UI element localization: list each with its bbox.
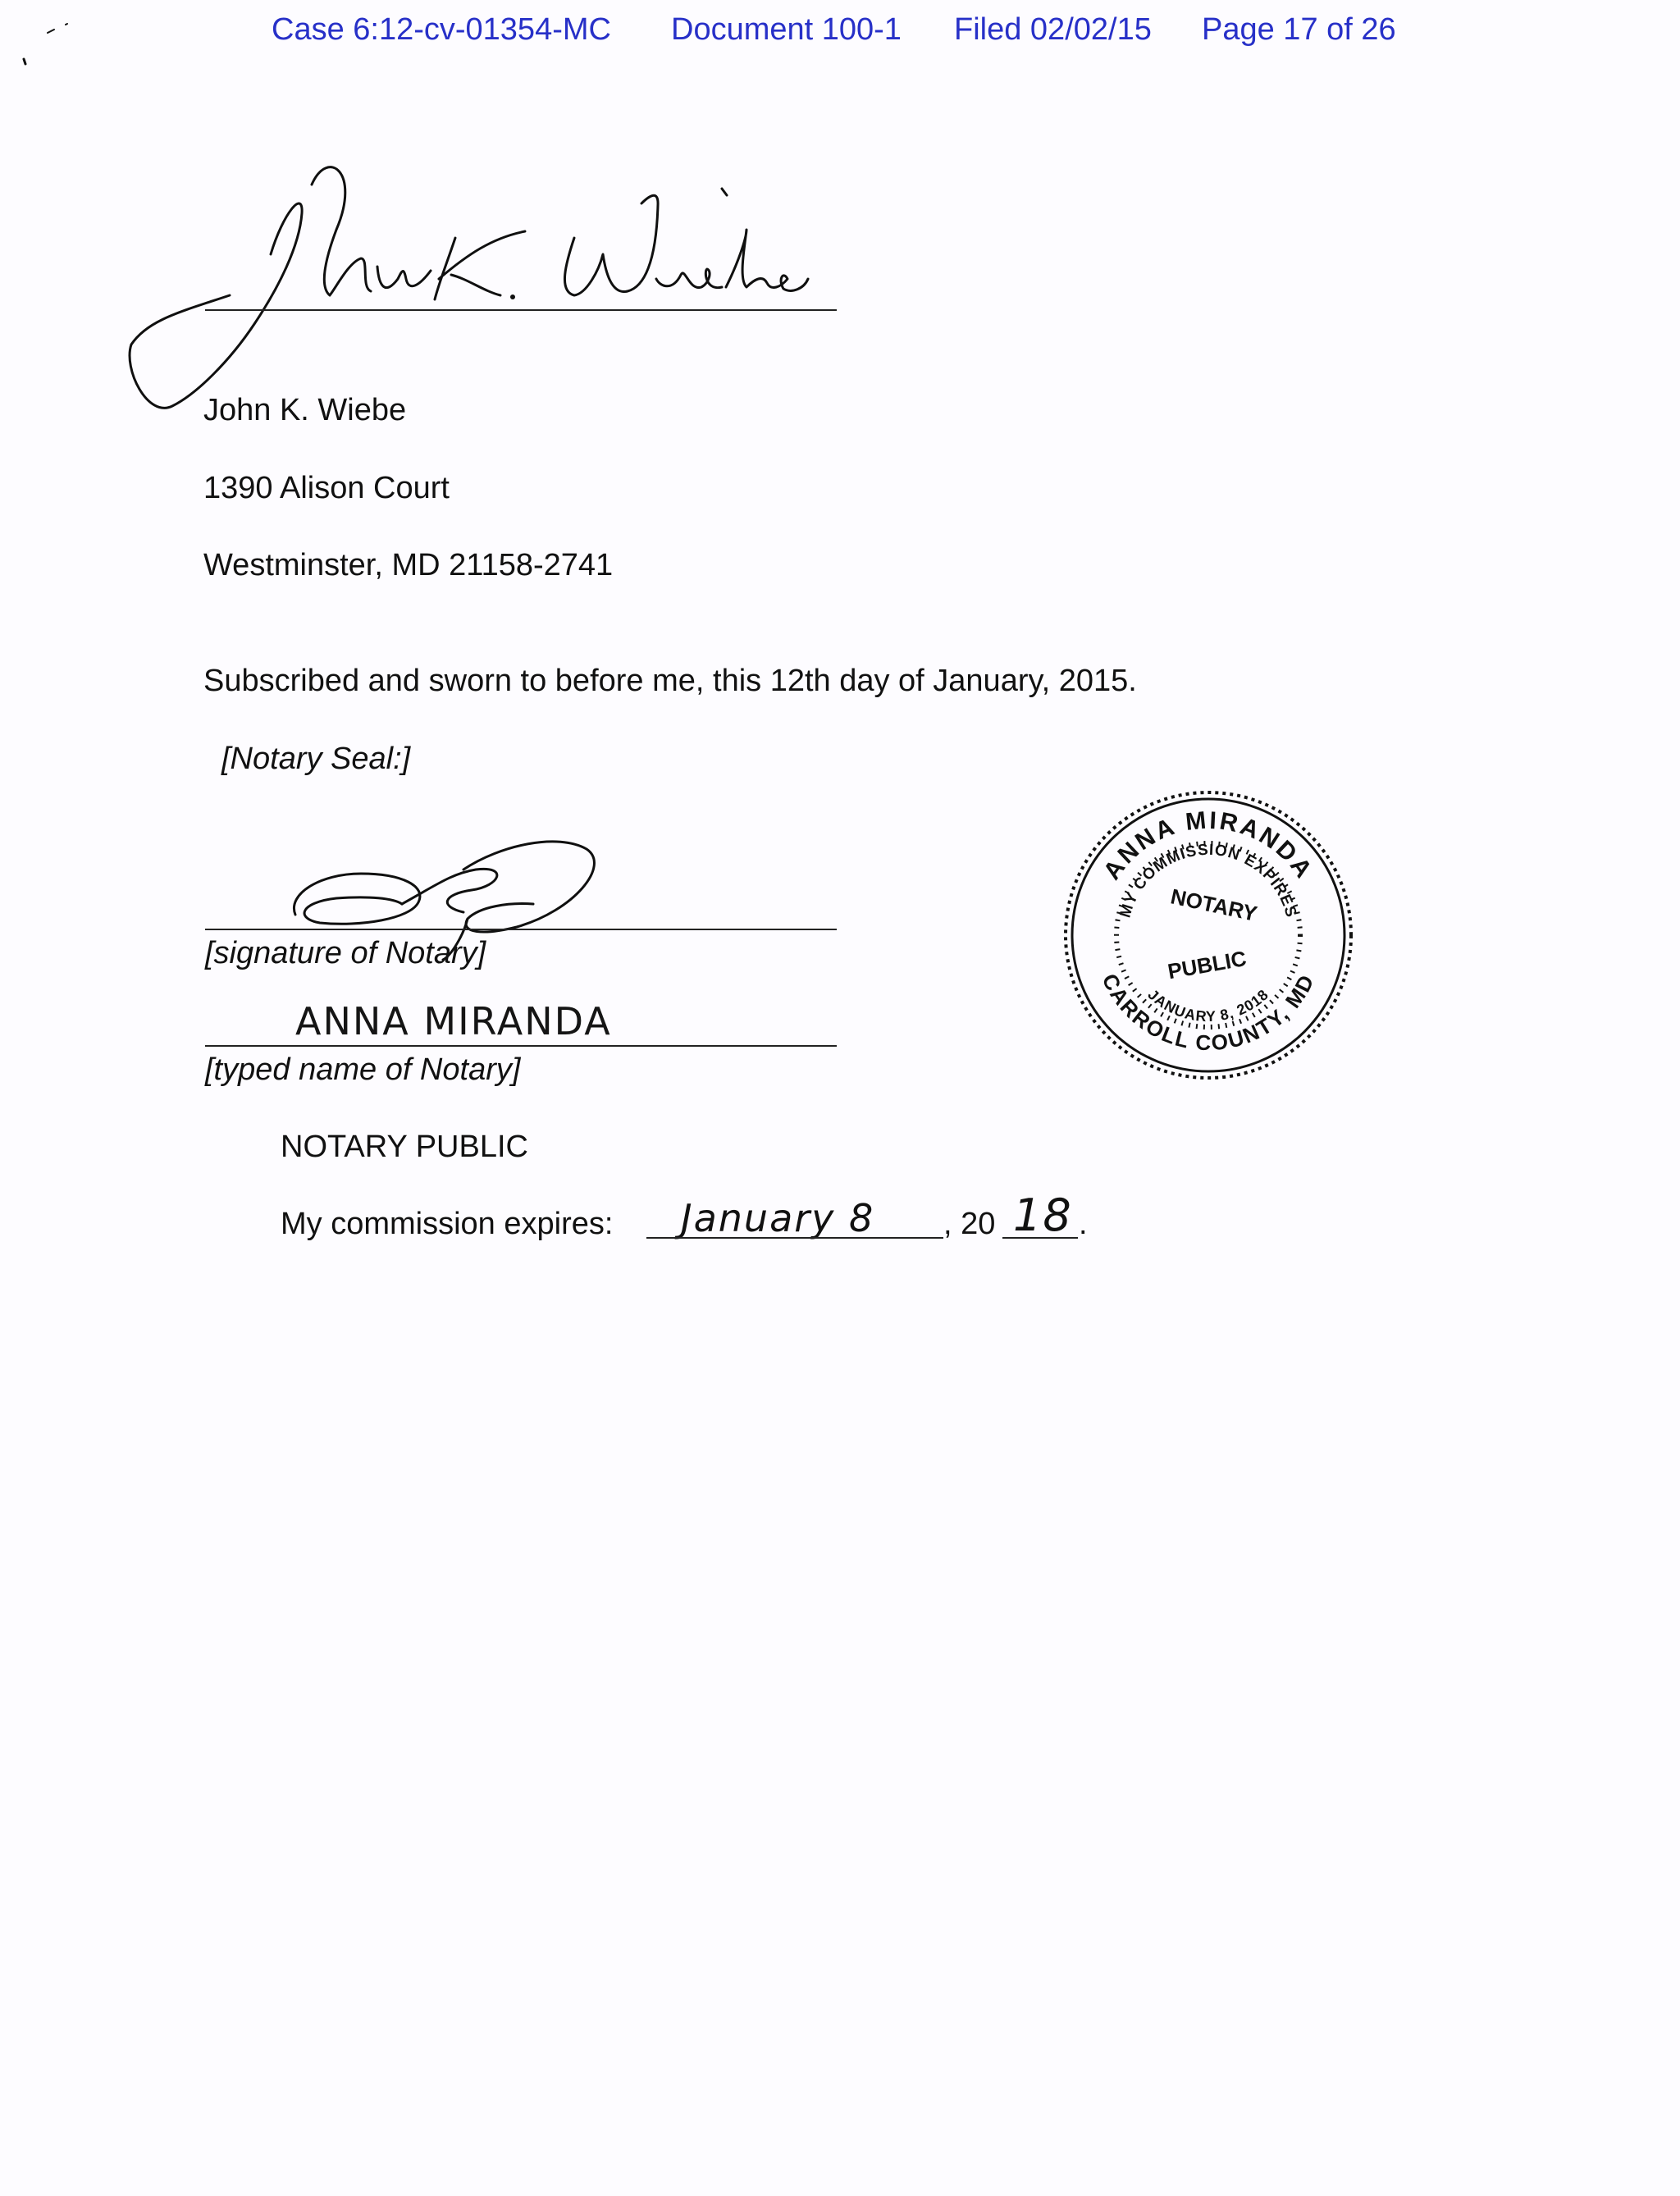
- seal-county-text: CARROLL COUNTY, MD: [1097, 970, 1320, 1056]
- notary-signature-line: [205, 929, 837, 930]
- affiant-address-line2: Westminster, MD 21158-2741: [203, 548, 614, 582]
- affiant-name: John K. Wiebe: [203, 393, 407, 427]
- commission-expiry-year: 18: [1013, 1189, 1073, 1241]
- commission-expiry-month-day: January 8: [681, 1196, 875, 1240]
- typed-name-handwritten: ANNA MIRANDA: [295, 999, 612, 1043]
- notary-seal-stamp: [1061, 788, 1356, 1083]
- jurat-statement: Subscribed and sworn to before me, this 12th day of January, 2015.: [203, 664, 1137, 698]
- commission-expires-label: My commission expires:: [281, 1207, 614, 1241]
- header-case-number: Case 6:12-cv-01354-MC: [272, 12, 611, 47]
- seal-public-text: PUBLIC: [1166, 945, 1249, 984]
- notary-public-label: NOTARY PUBLIC: [281, 1130, 528, 1164]
- notary-seal-label: [Notary Seal:]: [221, 742, 411, 776]
- seal-expiry-date-text: JANUARY 8, 2018: [1144, 986, 1272, 1025]
- seal-notary-text: NOTARY: [1168, 883, 1260, 926]
- scan-speck-marks: [0, 0, 115, 74]
- commission-end-period: .: [1079, 1207, 1088, 1241]
- commission-year-line: [1002, 1237, 1078, 1239]
- commission-year-prefix: , 20: [943, 1207, 996, 1241]
- commission-date-line: [646, 1237, 943, 1239]
- typed-name-line: [205, 1045, 837, 1047]
- typed-name-of-notary-label: [typed name of Notary]: [205, 1052, 521, 1087]
- seal-name-text: ANNA MIRANDA: [1098, 806, 1319, 885]
- header-filed-date: Filed 02/02/15: [954, 12, 1152, 47]
- affiant-signature-line: [205, 309, 837, 311]
- seal-commission-text: MY COMMISSION EXPIRES: [1116, 841, 1300, 920]
- svg-text:JANUARY 8, 2018: [1144, 986, 1271, 1025]
- header-page-number: Page 17 of 26: [1202, 12, 1396, 47]
- affiant-address-line1: 1390 Alison Court: [203, 471, 450, 505]
- signature-of-notary-label: [signature of Notary]: [205, 936, 486, 970]
- header-document-number: Document 100-1: [671, 12, 902, 47]
